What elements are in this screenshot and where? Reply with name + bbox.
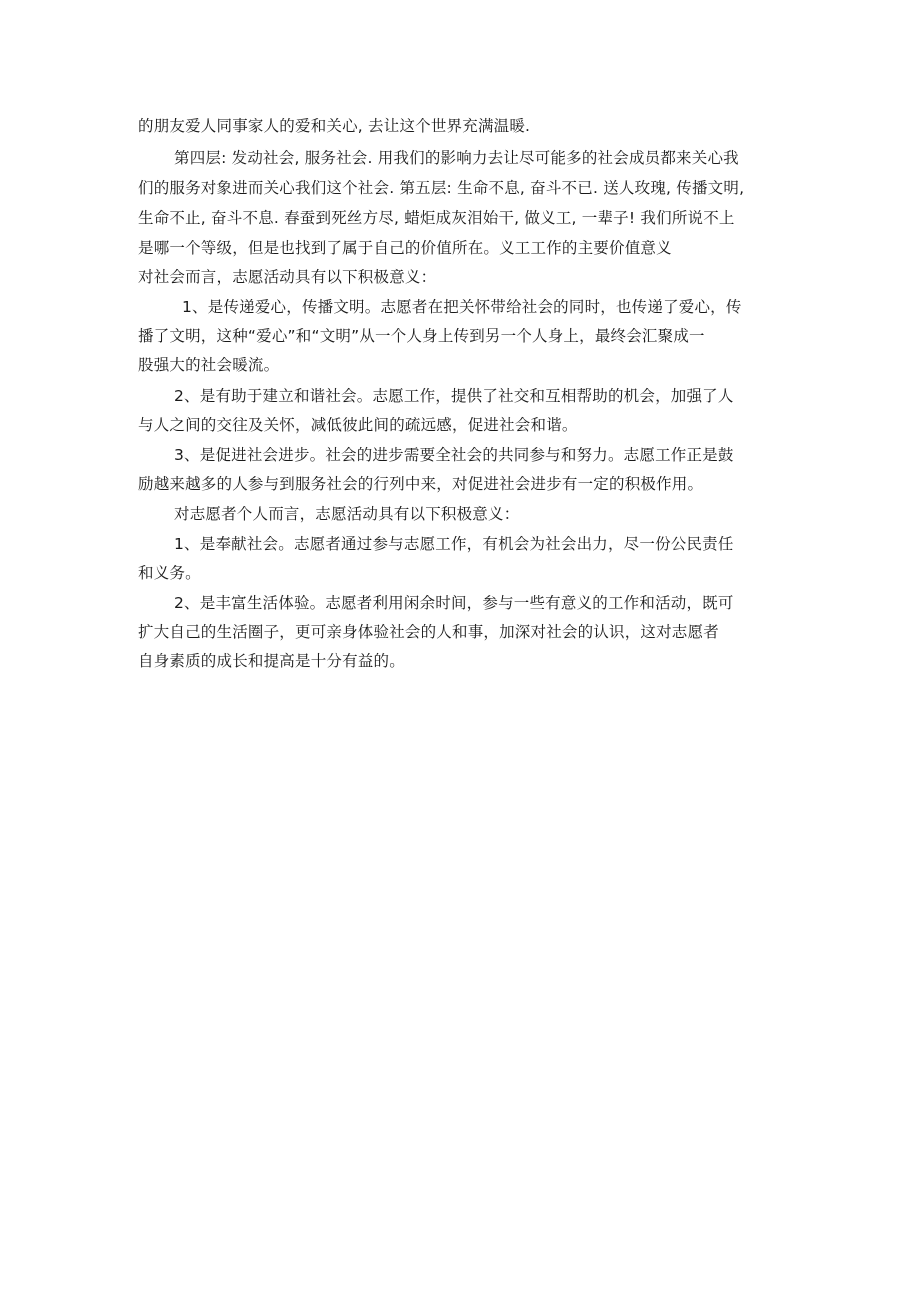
text-line: 第四层: 发动社会, 服务社会. 用我们的影响力去让尽可能多的社会成员都来关心我 (174, 149, 739, 167)
text-line: 自身素质的成长和提高是十分有益的。 (138, 652, 405, 670)
text-line: 生命不止, 奋斗不息. 春蚕到死丝方尽, 蜡炬成灰泪始干, 做义工, 一辈子! 我们所说不上 (138, 209, 735, 227)
text-line: 与人之间的交往及关怀，减低彼此间的疏远感，促进社会和谐。 (138, 416, 578, 434)
text-line: 扩大自己的生活圈子，更可亲身体验社会的人和事，加深对社会的认识，这对志愿者 (138, 623, 719, 641)
text-line: 的朋友爱人同事家人的爱和关心, 去让这个世界充满温暖. (138, 117, 531, 135)
text-line: 播了文明，这种“爱心”和“文明”从一个人身上传到另一个人身上，最终会汇聚成一 (138, 327, 705, 345)
text-line: 们的服务对象进而关心我们这个社会. 第五层: 生命不息, 奋斗不已. 送人玫瑰, 传播文明, (138, 179, 745, 197)
text-line: 是哪一个等级，但是也找到了属于自己的价值所在。义工工作的主要价值意义 (138, 239, 672, 257)
text-line: 3、是促进社会进步。社会的进步需要全社会的共同参与和努力。志愿工作正是鼓 (174, 446, 734, 464)
text-line: 1、是传递爱心，传播文明。志愿者在把关怀带给社会的同时，也传递了爱心，传 (182, 298, 742, 316)
text-line: 对志愿者个人而言，志愿活动具有以下积极意义： (174, 505, 520, 523)
text-line: 2、是有助于建立和谐社会。志愿工作，提供了社交和互相帮助的机会，加强了人 (174, 387, 734, 405)
text-line: 股强大的社会暖流。 (138, 356, 280, 374)
text-line: 2、是丰富生活体验。志愿者利用闲余时间，参与一些有意义的工作和活动，既可 (174, 594, 734, 612)
text-line: 1、是奉献社会。志愿者通过参与志愿工作，有机会为社会出力，尽一份公民责任 (174, 535, 734, 553)
text-line: 励越来越多的人参与到服务社会的行列中来，对促进社会进步有一定的积极作用。 (138, 475, 704, 493)
text-line: 对社会而言，志愿活动具有以下积极意义： (138, 268, 437, 286)
text-line: 和义务。 (138, 564, 201, 582)
